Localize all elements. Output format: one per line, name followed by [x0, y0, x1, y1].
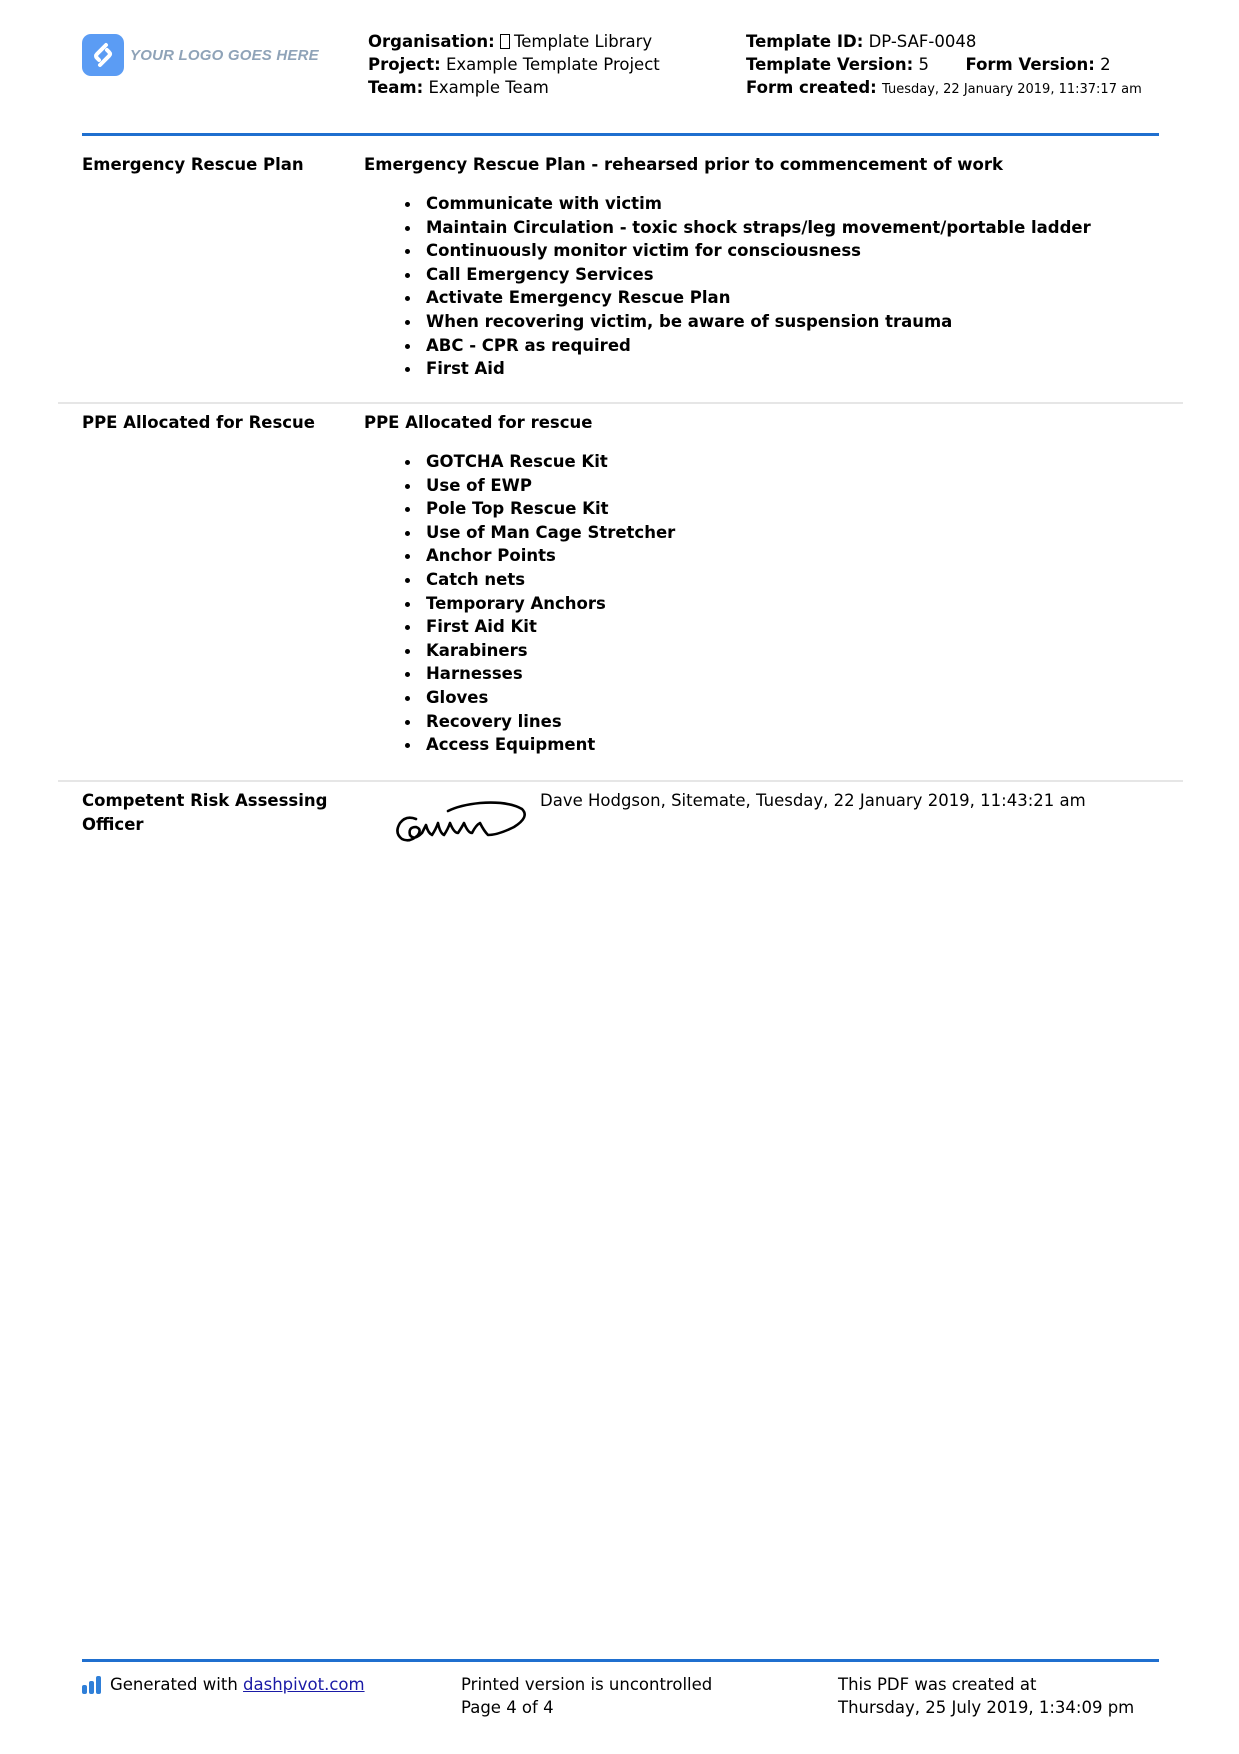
pdf-created-date: Thursday, 25 July 2019, 1:34:09 pm: [838, 1698, 1135, 1717]
bullet-icon: [405, 344, 410, 349]
pdf-created-label: This PDF was created at: [838, 1675, 1037, 1694]
form-version-value: 2: [1100, 55, 1111, 74]
list-item: Access Equipment: [364, 733, 1164, 757]
organisation-label: Organisation:: [368, 32, 495, 51]
list-item: First Aid: [364, 357, 1164, 381]
bullet-icon: [405, 625, 410, 630]
list-item: Harnesses: [364, 662, 1164, 686]
section-label: Emergency Rescue Plan: [82, 155, 304, 174]
bullet-icon: [405, 460, 410, 465]
list-item: Recovery lines: [364, 710, 1164, 734]
section-signoff: [58, 789, 1183, 869]
footer-divider: [82, 1659, 1159, 1662]
team-line: [368, 76, 660, 99]
version-line: [746, 53, 1166, 76]
bullet-icon: [405, 320, 410, 325]
uncontrolled-note: Printed version is uncontrolled: [461, 1675, 713, 1694]
section-emergency-rescue-plan: [58, 153, 1183, 383]
page-number: Page 4 of 4: [461, 1698, 554, 1717]
section-divider: [58, 402, 1183, 404]
bullet-icon: [405, 249, 410, 254]
bullet-icon: [405, 720, 410, 725]
dashpivot-link[interactable]: dashpivot.com: [243, 1675, 365, 1694]
signature-image: [388, 789, 548, 859]
template-id-value: DP-SAF-0048: [868, 32, 977, 51]
bullet-list: [364, 192, 1164, 381]
generated-with: [82, 1673, 365, 1696]
generated-prefix: Generated with: [110, 1675, 238, 1694]
header-divider: [82, 133, 1159, 136]
team-value: Example Team: [428, 78, 549, 97]
bullet-icon: [405, 578, 410, 583]
project-value: Example Template Project: [445, 55, 660, 74]
pdf-created-info: [838, 1673, 1134, 1719]
form-created-label: Form created:: [746, 78, 877, 97]
form-created-line: [746, 76, 1166, 101]
signoff-label: Competent Risk Assessing Officer: [82, 791, 328, 834]
bullet-list: [364, 450, 1164, 757]
page-header: [82, 30, 1162, 134]
list-item: Gloves: [364, 686, 1164, 710]
company-logo: [82, 34, 319, 76]
section-divider: [58, 780, 1183, 782]
bullet-icon: [405, 226, 410, 231]
dashpivot-logo-icon: [82, 1676, 101, 1694]
bullet-icon: [405, 202, 410, 207]
template-id-label: Template ID:: [746, 32, 864, 51]
list-item: When recovering victim, be aware of suspension trauma: [364, 310, 1164, 334]
bullet-icon: [405, 649, 410, 654]
section-label: PPE Allocated for Rescue: [82, 413, 315, 432]
list-item: Catch nets: [364, 568, 1164, 592]
template-version-value: 5: [918, 55, 929, 74]
list-item: Maintain Circulation - toxic shock straps/leg movement/portable ladder: [364, 216, 1164, 240]
list-item: ABC - CPR as required: [364, 334, 1164, 358]
bullet-icon: [405, 273, 410, 278]
template-id-line: [746, 30, 1166, 53]
list-item: Pole Top Rescue Kit: [364, 497, 1164, 521]
list-item: Call Emergency Services: [364, 263, 1164, 287]
bullet-icon: [405, 696, 410, 701]
list-item: Activate Emergency Rescue Plan: [364, 286, 1164, 310]
print-info: [461, 1673, 712, 1719]
list-item: Temporary Anchors: [364, 592, 1164, 616]
header-meta-right: [746, 30, 1166, 101]
logo-mark-icon: [82, 34, 124, 76]
bullet-icon: [405, 296, 410, 301]
form-version-label: Form Version:: [965, 55, 1095, 74]
organisation-line: [368, 30, 660, 53]
section-heading: PPE Allocated for rescue: [364, 413, 593, 432]
organisation-value: Template Library: [513, 32, 653, 51]
list-item: First Aid Kit: [364, 615, 1164, 639]
list-item: Use of Man Cage Stretcher: [364, 521, 1164, 545]
header-meta-left: [368, 30, 660, 99]
template-version-label: Template Version:: [746, 55, 914, 74]
list-item: Communicate with victim: [364, 192, 1164, 216]
logo-text: YOUR LOGO GOES HERE: [130, 46, 319, 64]
bullet-icon: [405, 602, 410, 607]
team-label: Team:: [368, 78, 424, 97]
section-content: [364, 153, 1164, 381]
organisation-icon: [500, 34, 510, 49]
bullet-icon: [405, 672, 410, 677]
list-item: Karabiners: [364, 639, 1164, 663]
list-item: Continuously monitor victim for consciousness: [364, 239, 1164, 263]
section-ppe-allocated: [58, 411, 1183, 771]
form-created-value: Tuesday, 22 January 2019, 11:37:17 am: [882, 82, 1142, 97]
section-content: [364, 411, 1164, 757]
list-item: GOTCHA Rescue Kit: [364, 450, 1164, 474]
project-line: [368, 53, 660, 76]
bullet-icon: [405, 554, 410, 559]
bullet-icon: [405, 507, 410, 512]
bullet-icon: [405, 484, 410, 489]
list-item: Use of EWP: [364, 474, 1164, 498]
bullet-icon: [405, 531, 410, 536]
bullet-icon: [405, 743, 410, 748]
list-item: Anchor Points: [364, 544, 1164, 568]
signature-details: Dave Hodgson, Sitemate, Tuesday, 22 January 2019, 11:43:21 am: [540, 791, 1086, 810]
bullet-icon: [405, 367, 410, 372]
section-heading: Emergency Rescue Plan - rehearsed prior to commencement of work: [364, 155, 1003, 174]
project-label: Project:: [368, 55, 441, 74]
